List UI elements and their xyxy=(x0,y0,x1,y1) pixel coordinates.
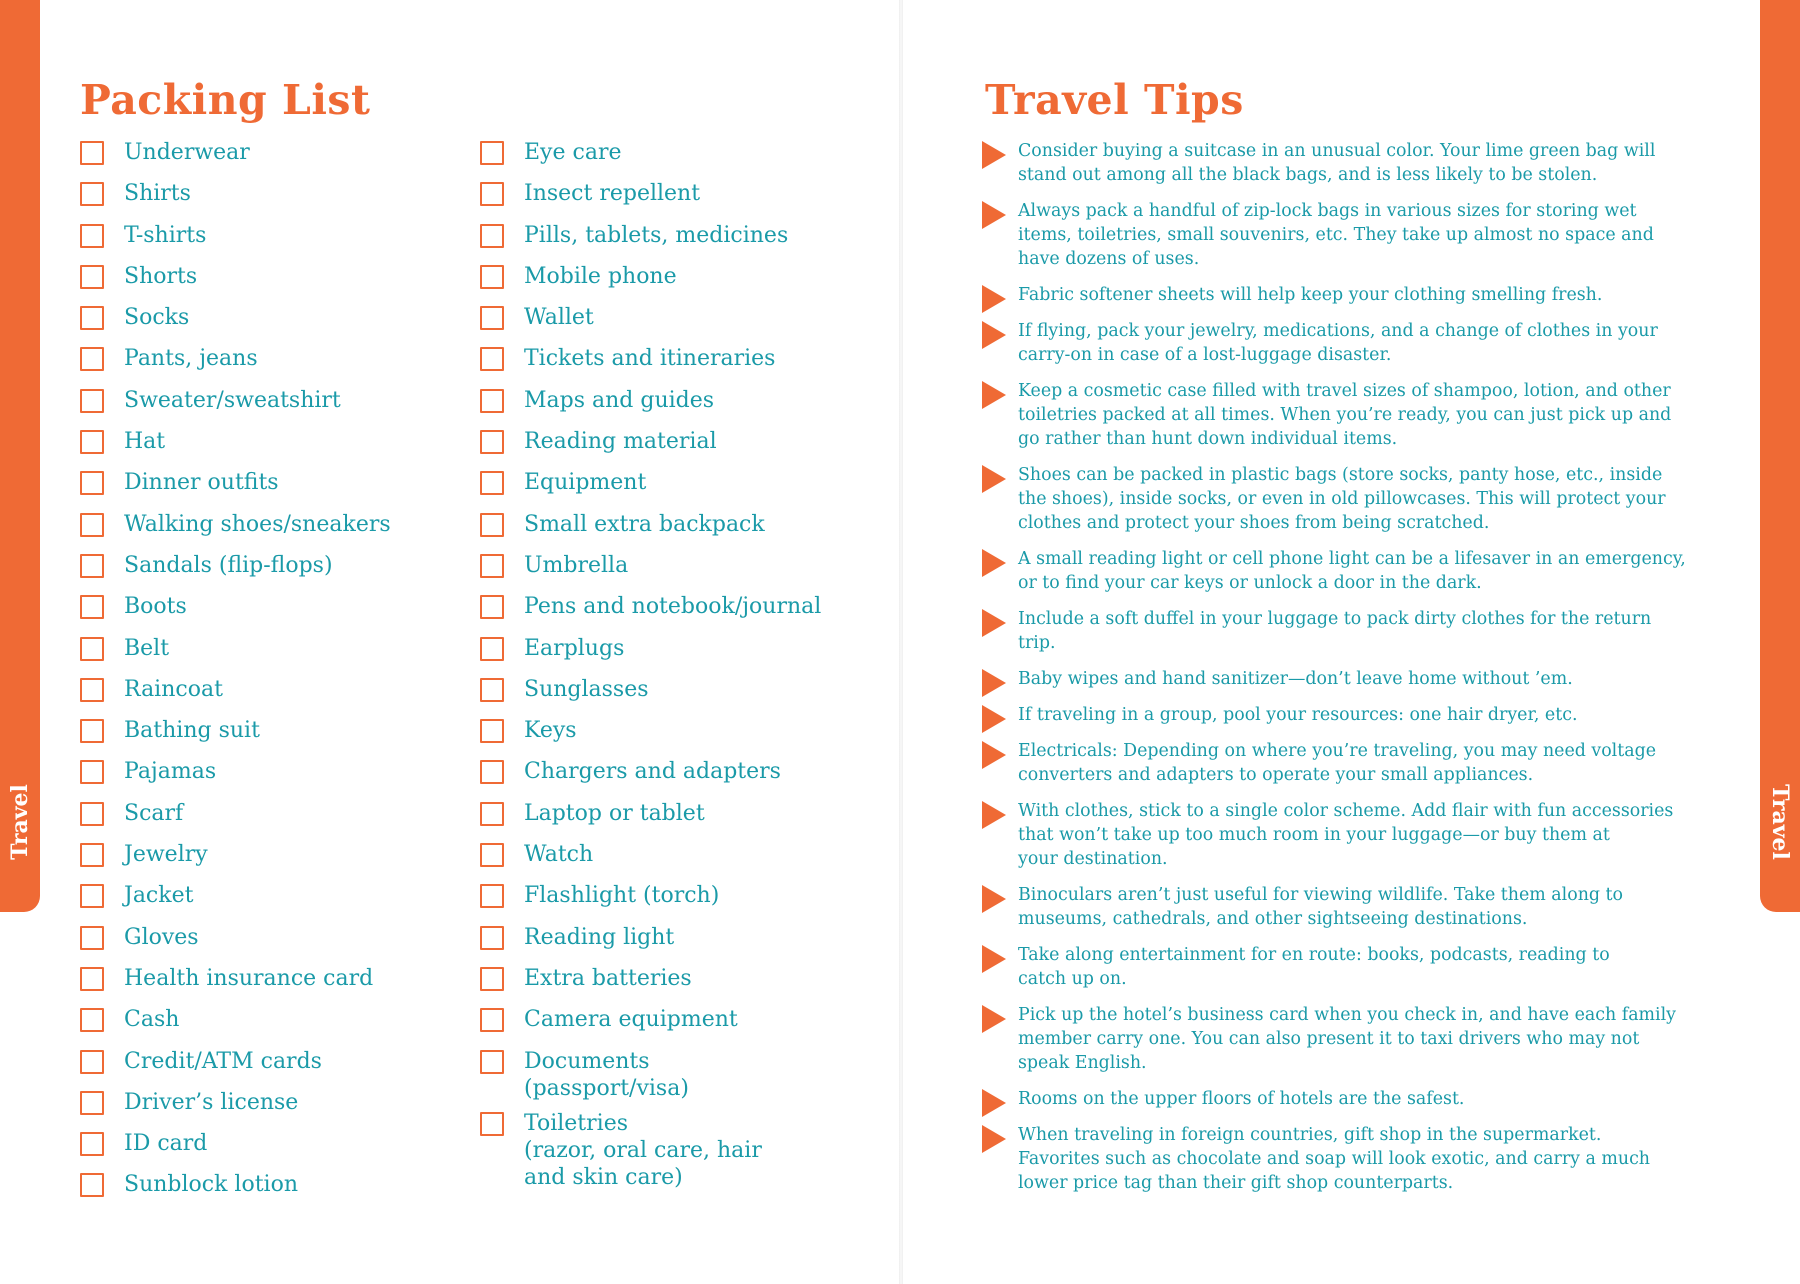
checklist-item xyxy=(78,263,458,304)
checkbox[interactable] xyxy=(480,430,504,454)
checklist-item xyxy=(478,924,848,965)
checklist-item-label: Insect repellent xyxy=(524,181,701,207)
checklist-item xyxy=(78,180,458,221)
travel-tip xyxy=(980,943,1730,991)
checkbox[interactable] xyxy=(80,1091,104,1115)
checkbox[interactable] xyxy=(80,347,104,371)
checklist-item xyxy=(78,139,458,180)
checklist-item-label: Tickets and itineraries xyxy=(524,346,776,372)
checkbox[interactable] xyxy=(480,719,504,743)
checkbox[interactable] xyxy=(80,265,104,289)
checkbox[interactable] xyxy=(80,595,104,619)
travel-tip-text: Fabric softener sheets will help keep your clothing smelling fresh. xyxy=(1018,285,1603,305)
checklist-item xyxy=(478,758,848,799)
checklist-item-label: Pajamas xyxy=(124,759,217,785)
checkbox[interactable] xyxy=(80,306,104,330)
checklist-item xyxy=(78,428,458,469)
travel-tip-text: Baby wipes and hand sanitizer—don’t leave home without ’em. xyxy=(1018,669,1573,689)
checklist-item xyxy=(478,180,848,221)
bullet-triangle-icon xyxy=(982,945,1006,973)
side-tab-label: Travel xyxy=(7,784,33,860)
checklist-item xyxy=(478,552,848,593)
bullet-triangle-icon xyxy=(982,321,1006,349)
checkbox[interactable] xyxy=(480,182,504,206)
checkbox[interactable] xyxy=(80,141,104,165)
checkbox[interactable] xyxy=(480,554,504,578)
bullet-triangle-icon xyxy=(982,201,1006,229)
checklist-item xyxy=(78,758,458,799)
checkbox[interactable] xyxy=(80,637,104,661)
checklist-item-label: Cash xyxy=(124,1007,180,1033)
checkbox[interactable] xyxy=(80,719,104,743)
checkbox[interactable] xyxy=(480,1050,504,1074)
checklist-item xyxy=(78,841,458,882)
checkbox[interactable] xyxy=(80,1132,104,1156)
travel-tip xyxy=(980,319,1730,367)
bullet-triangle-icon xyxy=(982,1089,1006,1117)
checklist-item-label: Dinner outfits xyxy=(124,470,279,496)
checklist-item xyxy=(78,635,458,676)
checklist-item-label: Flashlight (torch) xyxy=(524,883,720,909)
travel-tip xyxy=(980,283,1730,307)
bullet-triangle-icon xyxy=(982,285,1006,313)
checklist-item xyxy=(78,924,458,965)
checkbox[interactable] xyxy=(80,224,104,248)
checkbox[interactable] xyxy=(480,265,504,289)
checkbox[interactable] xyxy=(480,1008,504,1032)
checkbox[interactable] xyxy=(480,967,504,991)
travel-tip-text: Shoes can be packed in plastic bags (store socks, panty hose, etc., inside the shoes), inside socks, or even in old pillowcases. This will protect your clothes and protect your shoes from being scratched. xyxy=(1018,465,1666,533)
checklist-item xyxy=(78,1130,458,1171)
checklist-item xyxy=(78,1006,458,1047)
checklist-item xyxy=(78,800,458,841)
bullet-triangle-icon xyxy=(982,885,1006,913)
checkbox[interactable] xyxy=(80,471,104,495)
bullet-triangle-icon xyxy=(982,465,1006,493)
checkbox[interactable] xyxy=(480,224,504,248)
checklist-item-label: Umbrella xyxy=(524,552,629,578)
travel-tip-text: Keep a cosmetic case filled with travel sizes of shampoo, lotion, and other toiletries packed at all times. When you’re ready, you can just pick up and go rather than hunt down individual items. xyxy=(1018,381,1672,449)
checklist-item xyxy=(78,1089,458,1130)
checkbox[interactable] xyxy=(480,471,504,495)
checklist-item-label: T-shirts xyxy=(124,222,207,248)
checklist-item-label: Scarf xyxy=(124,800,184,826)
checkbox[interactable] xyxy=(480,389,504,413)
checkbox[interactable] xyxy=(480,141,504,165)
checklist-item xyxy=(78,1171,458,1212)
checklist-item-label: Mobile phone xyxy=(524,263,677,289)
travel-tip-text: If flying, pack your jewelry, medications, and a change of clothes in your carry-on in case of a lost-luggage disaster. xyxy=(1018,321,1658,365)
checkbox[interactable] xyxy=(80,1173,104,1197)
checklist-item-label: Gloves xyxy=(124,924,199,950)
checklist-item-label: Reading light xyxy=(524,924,675,950)
checklist-item-label: Shorts xyxy=(124,263,198,289)
travel-tip xyxy=(980,139,1730,187)
travel-tips-title: Travel Tips xyxy=(985,76,1244,124)
checklist-item-label: Health insurance card xyxy=(124,965,374,991)
checklist-item-label: Sunblock lotion xyxy=(124,1172,298,1198)
checklist-item xyxy=(478,387,848,428)
checklist-item-label: ID card xyxy=(124,1131,208,1157)
checklist-item-label: Jacket xyxy=(124,883,194,909)
checklist-item xyxy=(478,841,848,882)
checklist-item-label: Toiletries (razor, oral care, hair and skin care) xyxy=(524,1110,762,1190)
checklist-item xyxy=(78,469,458,510)
bullet-triangle-icon xyxy=(982,549,1006,577)
checkbox[interactable] xyxy=(480,678,504,702)
checklist-item xyxy=(478,635,848,676)
checklist-item-label: Credit/ATM cards xyxy=(124,1048,322,1074)
checklist-item xyxy=(78,387,458,428)
checklist-item xyxy=(78,593,458,634)
checklist-item xyxy=(478,263,848,304)
checklist-item xyxy=(78,882,458,923)
travel-tip xyxy=(980,547,1730,595)
packing-list-column-2 xyxy=(478,139,848,1199)
checkbox[interactable] xyxy=(80,430,104,454)
packing-list-column-1 xyxy=(78,139,458,1213)
checklist-item-label: Bathing suit xyxy=(124,718,260,744)
checkbox[interactable] xyxy=(480,884,504,908)
checkbox[interactable] xyxy=(480,306,504,330)
travel-tip-text: Electricals: Depending on where you’re traveling, you may need voltage converters and adapters to operate your small appliances. xyxy=(1018,741,1657,785)
checklist-item xyxy=(478,800,848,841)
checklist-item-label: Underwear xyxy=(124,140,250,165)
travel-tip-text: Include a soft duffel in your luggage to pack dirty clothes for the return trip. xyxy=(1018,609,1652,653)
checklist-item xyxy=(78,965,458,1006)
travel-tip xyxy=(980,1123,1730,1195)
checklist-item-label: Small extra backpack xyxy=(524,511,765,537)
packing-list-title: Packing List xyxy=(80,76,371,124)
checklist-item xyxy=(78,511,458,552)
checkbox[interactable] xyxy=(80,760,104,784)
travel-tip xyxy=(980,1087,1730,1111)
travel-tip xyxy=(980,379,1730,451)
checkbox[interactable] xyxy=(480,760,504,784)
travel-tip-text: Binoculars aren’t just useful for viewing wildlife. Take them along to museums, cathedrals, and other sightseeing destinations. xyxy=(1018,885,1624,929)
travel-tip xyxy=(980,799,1730,871)
checkbox[interactable] xyxy=(480,595,504,619)
checkbox[interactable] xyxy=(80,513,104,537)
checklist-item-label: Extra batteries xyxy=(524,965,692,991)
checklist-item-label: Sandals (flip-flops) xyxy=(124,552,333,578)
bullet-triangle-icon xyxy=(982,609,1006,637)
checklist-item-label: Reading material xyxy=(524,429,717,455)
checklist-item-label: Driver’s license xyxy=(124,1089,299,1115)
checkbox[interactable] xyxy=(480,843,504,867)
checklist-item-label: Chargers and adapters xyxy=(524,759,781,785)
checklist-item xyxy=(78,717,458,758)
checklist-item-label: Boots xyxy=(124,594,187,620)
travel-tip-text: Always pack a handful of zip-lock bags in various sizes for storing wet items, toiletries, small souvenirs, etc. They take up almost no space and have dozens of uses. xyxy=(1018,201,1654,269)
checkbox[interactable] xyxy=(480,926,504,950)
checklist-item xyxy=(478,1006,848,1047)
page-gutter xyxy=(899,0,903,1284)
checklist-item xyxy=(78,222,458,263)
checklist-item xyxy=(478,304,848,345)
checklist-item-label: Belt xyxy=(124,635,170,661)
checklist-item-label: Socks xyxy=(124,305,190,331)
bullet-triangle-icon xyxy=(982,381,1006,409)
checklist-item-label: Documents (passport/visa) xyxy=(524,1048,689,1101)
checklist-item xyxy=(478,1048,848,1110)
bullet-triangle-icon xyxy=(982,141,1006,169)
checklist-item-label: Maps and guides xyxy=(524,387,715,413)
bullet-triangle-icon xyxy=(982,741,1006,769)
travel-tip-text: If traveling in a group, pool your resources: one hair dryer, etc. xyxy=(1018,705,1578,725)
checklist-item-label: Camera equipment xyxy=(524,1007,738,1033)
travel-tip xyxy=(980,883,1730,931)
travel-tip xyxy=(980,199,1730,271)
checklist-item xyxy=(478,345,848,386)
checklist-item xyxy=(478,469,848,510)
checklist-item xyxy=(478,676,848,717)
checkbox[interactable] xyxy=(80,389,104,413)
checklist-item-label: Wallet xyxy=(524,305,594,331)
checklist-item-label: Jewelry xyxy=(124,842,208,868)
travel-tip xyxy=(980,607,1730,655)
side-tab-label: Travel xyxy=(1767,784,1793,860)
checkbox[interactable] xyxy=(80,926,104,950)
checklist-item-label: Earplugs xyxy=(524,635,625,661)
checklist-item xyxy=(478,1110,848,1199)
checklist-item-label: Shirts xyxy=(124,181,191,207)
checklist-item-label: Sunglasses xyxy=(524,676,649,702)
left-side-tab xyxy=(0,0,40,912)
checklist-item xyxy=(478,717,848,758)
checklist-item-label: Pens and notebook/journal xyxy=(524,594,822,620)
checklist-item xyxy=(478,882,848,923)
travel-tip xyxy=(980,739,1730,787)
checklist-item-label: Watch xyxy=(524,842,594,868)
checklist-item-label: Pills, tablets, medicines xyxy=(524,222,789,248)
checklist-item xyxy=(478,511,848,552)
checkbox[interactable] xyxy=(80,802,104,826)
right-side-tab xyxy=(1760,0,1800,912)
checklist-item-label: Laptop or tablet xyxy=(524,800,705,826)
checklist-item-label: Hat xyxy=(124,429,166,455)
travel-tip-text: Consider buying a suitcase in an unusual color. Your lime green bag will stand out among all the black bags, and is less likely to be stolen. xyxy=(1018,141,1656,185)
checklist-item-label: Eye care xyxy=(524,140,622,165)
checkbox[interactable] xyxy=(80,1050,104,1074)
travel-tip-text: Pick up the hotel’s business card when you check in, and have each family member carry one. You can also present it to taxi drivers who may not speak English. xyxy=(1018,1005,1676,1073)
checklist-item xyxy=(478,593,848,634)
checklist-item-label: Pants, jeans xyxy=(124,346,258,372)
travel-tip-text: With clothes, stick to a single color scheme. Add flair with fun accessories that won’t take up too much room in your luggage—or buy them at your destination. xyxy=(1018,801,1674,869)
travel-tip xyxy=(980,1003,1730,1075)
checkbox[interactable] xyxy=(80,1008,104,1032)
travel-tip-text: When traveling in foreign countries, gift shop in the supermarket. Favorites such as chocolate and soap will look exotic, and carry a much lower price tag than their gift shop counterparts. xyxy=(1018,1125,1651,1193)
checkbox[interactable] xyxy=(480,637,504,661)
checkbox[interactable] xyxy=(480,513,504,537)
checkbox[interactable] xyxy=(80,967,104,991)
checklist-item-label: Sweater/sweatshirt xyxy=(124,387,341,413)
checkbox[interactable] xyxy=(480,1112,504,1136)
travel-tip-text: Rooms on the upper floors of hotels are the safest. xyxy=(1018,1089,1465,1109)
checkbox[interactable] xyxy=(80,884,104,908)
travel-tip-text: Take along entertainment for en route: books, podcasts, reading to catch up on. xyxy=(1018,945,1610,989)
checklist-item xyxy=(78,304,458,345)
bullet-triangle-icon xyxy=(982,705,1006,733)
checklist-item xyxy=(78,345,458,386)
checklist-item xyxy=(78,1048,458,1089)
travel-tip xyxy=(980,703,1730,727)
checkbox[interactable] xyxy=(80,182,104,206)
checklist-item xyxy=(78,676,458,717)
bullet-triangle-icon xyxy=(982,669,1006,697)
bullet-triangle-icon xyxy=(982,801,1006,829)
travel-tip-text: A small reading light or cell phone light can be a lifesaver in an emergency, or to find your car keys or unlock a door in the dark. xyxy=(1018,549,1686,593)
checkbox[interactable] xyxy=(480,802,504,826)
checkbox[interactable] xyxy=(480,347,504,371)
checklist-item xyxy=(478,965,848,1006)
checklist-item xyxy=(478,139,848,180)
checkbox[interactable] xyxy=(80,843,104,867)
travel-tip xyxy=(980,667,1730,691)
bullet-triangle-icon xyxy=(982,1005,1006,1033)
checklist-item-label: Keys xyxy=(524,718,577,744)
checklist-item xyxy=(78,552,458,593)
checklist-item xyxy=(478,428,848,469)
checklist-item xyxy=(478,222,848,263)
travel-tip xyxy=(980,463,1730,535)
travel-tips-list xyxy=(980,139,1730,1207)
checklist-item-label: Walking shoes/sneakers xyxy=(124,511,391,537)
checklist-item-label: Equipment xyxy=(524,470,647,496)
checklist-item-label: Raincoat xyxy=(124,676,223,702)
checkbox[interactable] xyxy=(80,554,104,578)
bullet-triangle-icon xyxy=(982,1125,1006,1153)
checkbox[interactable] xyxy=(80,678,104,702)
